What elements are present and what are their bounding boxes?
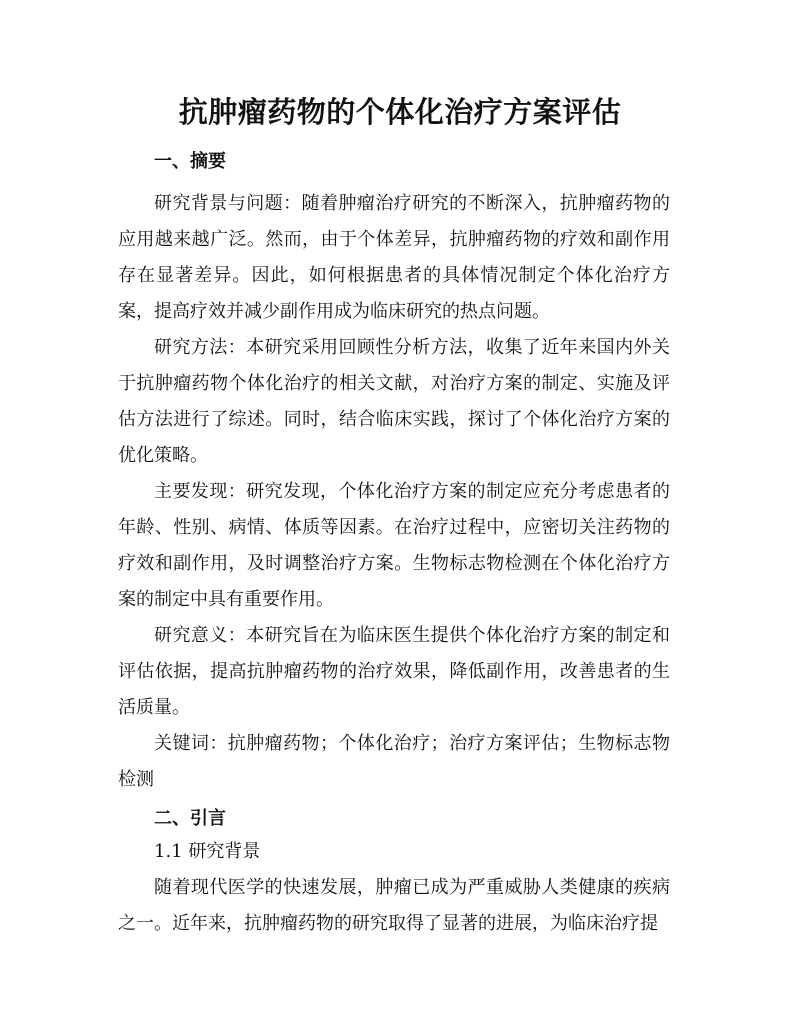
section-heading-abstract: 一、摘要 xyxy=(154,151,226,172)
abstract-findings: 主要发现：研究发现，个体化治疗方案的制定应充分考虑患者的年龄、性别、病情、体质等因素。在治疗过程中，应密切关注药物的疗效和副作用，及时调整治疗方案。生物标志物检测在个体化治疗方案的制定中具有重要作用。 xyxy=(118,481,670,610)
abstract-keywords: 关键词：抗肿瘤药物；个体化治疗；治疗方案评估；生物标志物检测 xyxy=(118,733,670,790)
abstract-methods: 研究方法：本研究采用回顾性分析方法，收集了近年来国内外关于抗肿瘤药物个体化治疗的相关文献，对治疗方案的制定、实施及评估方法进行了综述。同时，结合临床实践，探讨了个体化治疗方案的优化策略。 xyxy=(118,337,670,466)
abstract-background: 研究背景与问题：随着肿瘤治疗研究的不断深入，抗肿瘤药物的应用越来越广泛。然而，由于个体差异，抗肿瘤药物的疗效和副作用存在显著差异。因此，如何根据患者的具体情况制定个体化治疗方案，提高疗效并减少副作用成为临床研究的热点问题。 xyxy=(118,193,670,322)
section-heading-introduction: 二、引言 xyxy=(154,808,226,829)
document-body xyxy=(118,150,670,942)
document-title: 抗肿瘤药物的个体化治疗方案评估 xyxy=(178,95,622,129)
introduction-paragraph: 随着现代医学的快速发展，肿瘤已成为严重威胁人类健康的疾病之一。近年来，抗肿瘤药物的研究取得了显著的进展，为临床治疗提 xyxy=(118,877,670,934)
abstract-significance: 研究意义：本研究旨在为临床医生提供个体化治疗方案的制定和评估依据，提高抗肿瘤药物的治疗效果，降低副作用，改善患者的生活质量。 xyxy=(118,625,670,718)
subsection-heading-background: 1.1 研究背景 xyxy=(154,841,261,862)
